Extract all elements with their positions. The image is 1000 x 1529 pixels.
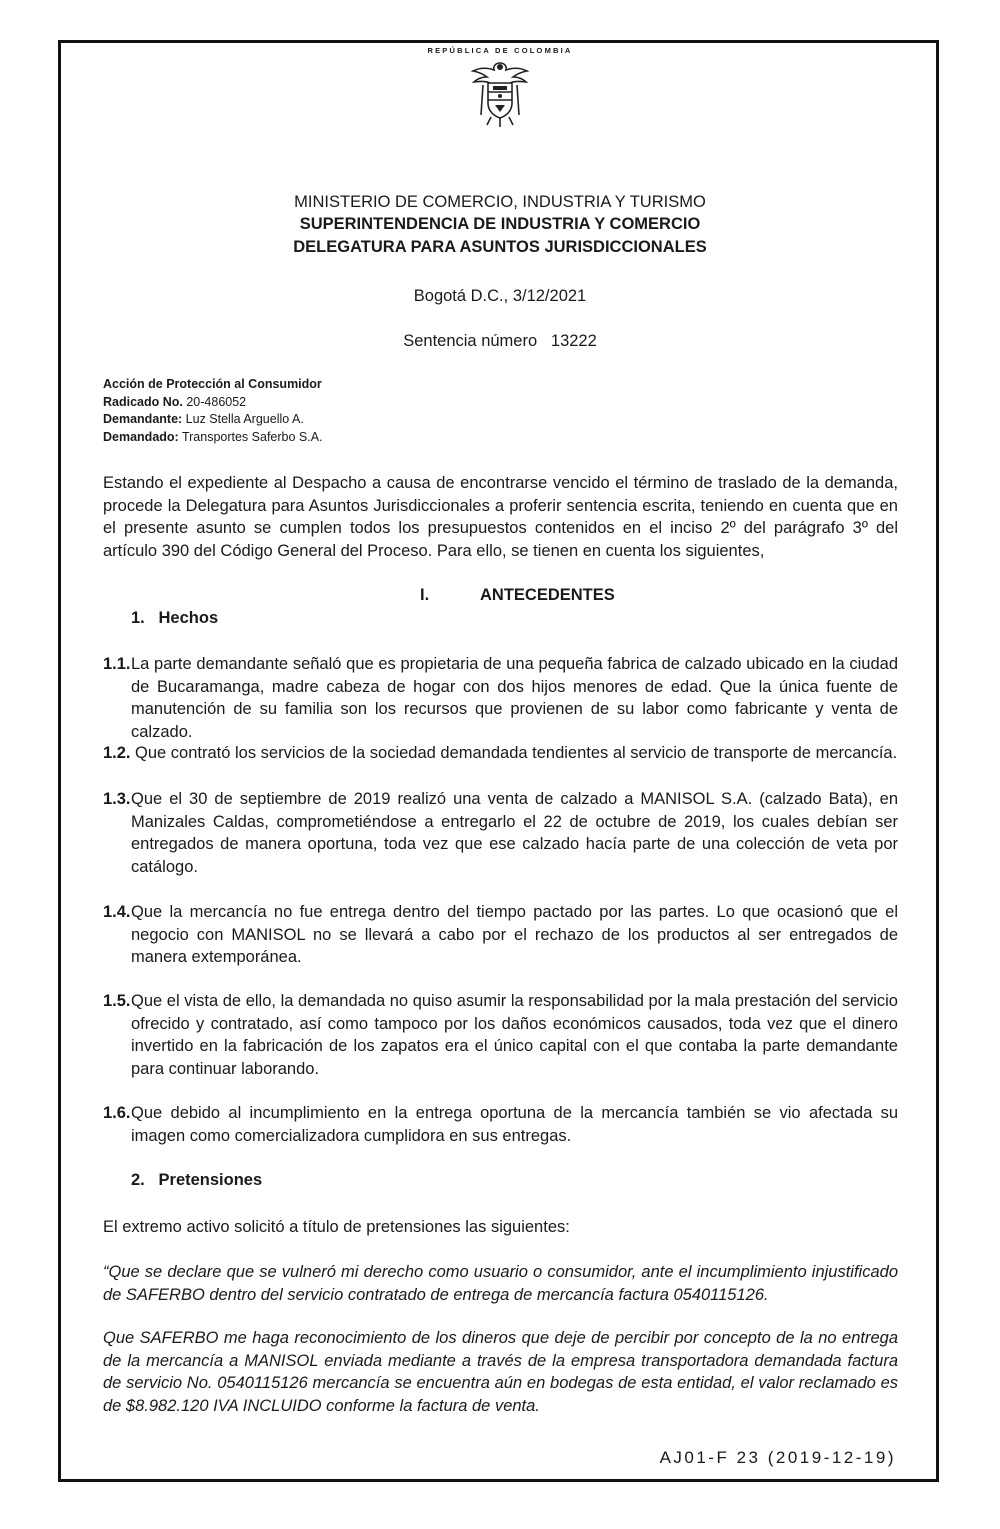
demandante-value: Luz Stella Arguello A. xyxy=(182,412,304,426)
fact-text: Que el 30 de septiembre de 2019 realizó una venta de calzado a MANISOL S.A. (calzado Bata), en Manizales Caldas, comprometiéndose a entregarlo el 22 de octubre de 2019, los cuales debían ser entregados de manera oportuna, toda vez que ese calzado hacía parte de una colección de veta por catálogo. xyxy=(131,790,898,876)
fact-text: Que contrató los servicios de la sociedad demandada tendientes al servicio de transporte de mercancía. xyxy=(135,744,898,762)
fact-item xyxy=(103,742,898,765)
claim-quote-1: “Que se declare que se vulneró mi derecho como usuario o consumidor, ante el incumplimiento injustificado de SAFERBO dentro del servicio contratado de entrega de mercancía factura 0540115126. xyxy=(103,1263,898,1304)
subsection-pretensiones: 2. Pretensiones xyxy=(131,1171,263,1189)
fact-number: 1.5. xyxy=(103,992,131,1010)
fact-item xyxy=(103,990,898,1080)
section-title: ANTECEDENTES xyxy=(480,586,615,604)
fact-number: 1.2. xyxy=(103,744,131,762)
fact-text: La parte demandante señaló que es propietaria de una pequeña fabrica de calzado ubicado en la ciudad de Bucaramanga, madre cabeza de hogar con dos hijos menores de edad. Que la única fuente de manutención de su familia son los recursos que provienen de su labor como fabricante y venta de calzado. xyxy=(131,655,898,741)
demandado-value: Transportes Saferbo S.A. xyxy=(178,429,323,444)
demandante-row xyxy=(103,411,323,429)
demandante-label: Demandante: xyxy=(103,412,183,426)
claim-quote-2: Que SAFERBO me haga reconocimiento de los dineros que deje de percibir por concepto de la no entrega de la mercancía a MANISOL enviada mediante a través de la empresa transportadora demandada factura de servicio No. 0540115126 mercancía se encuentra aún en bodegas de esta entidad, el valor reclamado es de $8.982.120 IVA INCLUIDO conforme la factura de venta. xyxy=(103,1329,898,1415)
fact-text: Que debido al incumplimiento en la entrega oportuna de la mercancía también se vio afectada su imagen como comercializadora cumplidora en sus entregas. xyxy=(131,1104,898,1145)
section-number: I. xyxy=(420,586,430,604)
fact-number: 1.4. xyxy=(103,903,131,921)
radicado-label: Radicado No. xyxy=(103,394,183,409)
action-type: Acción de Protección al Consumidor xyxy=(103,377,322,391)
delegatura-title: DELEGATURA PARA ASUNTOS JURISDICCIONALES xyxy=(293,238,707,256)
fact-item xyxy=(103,788,898,878)
demandado-row xyxy=(103,429,323,447)
intro-paragraph: Estando el expediente al Despacho a causa de encontrarse vencido el término de traslado de la demanda, procede la Delegatura para Asuntos Jurisdiccionales a proferir sentencia escrita, teniendo en cuenta que en el presente asunto se cumplen todos los presupuestos contenidos en el inciso 2º del parágrafo 3º del artículo 390 del Código General del Proceso. Para ello, se tienen en cuenta los siguientes, xyxy=(103,474,898,560)
ministry-title: MINISTERIO DE COMERCIO, INDUSTRIA Y TURISMO xyxy=(294,193,706,211)
superintendency-title: SUPERINTENDENCIA DE INDUSTRIA Y COMERCIO xyxy=(299,215,701,233)
fact-number: 1.1. xyxy=(103,655,131,673)
fact-item xyxy=(103,1102,898,1147)
coat-of-arms-icon xyxy=(467,59,533,129)
case-info xyxy=(103,376,323,446)
sentence-number: Sentencia número 13222 xyxy=(403,332,597,350)
radicado-value: 20-486052 xyxy=(182,394,247,409)
claims-intro: El extremo activo solicitó a título de pretensiones las siguientes: xyxy=(103,1218,570,1236)
fact-item xyxy=(103,901,898,969)
radicado-row xyxy=(103,394,323,412)
fact-item xyxy=(103,653,898,743)
fact-text: Que el vista de ello, la demandada no quiso asumir la responsabilidad por la mala prestación del servicio ofrecido y contratado, así como tampoco por los daños económicos causados, toda vez que el dinero invertido en la fabricación de los zapatos era el único capital con el que contaba la parte demandante para continuar laborando. xyxy=(131,992,898,1078)
demandado-label: Demandado: xyxy=(103,429,179,444)
fact-number: 1.3. xyxy=(103,790,131,808)
fact-text: Que la mercancía no fue entrega dentro del tiempo pactado por las partes. Lo que ocasionó que el negocio con MANISOL no se llevará a cabo por el rechazo de los productos al ser entregados de manera extemporánea. xyxy=(131,903,898,967)
subsection-hechos: 1. Hechos xyxy=(131,609,219,627)
form-code: AJ01-F 23 (2019-12-19) xyxy=(659,1448,896,1467)
place-date: Bogotá D.C., 3/12/2021 xyxy=(413,287,587,305)
republic-label: REPÚBLICA DE COLOMBIA xyxy=(427,46,573,55)
fact-number: 1.6. xyxy=(103,1104,131,1122)
